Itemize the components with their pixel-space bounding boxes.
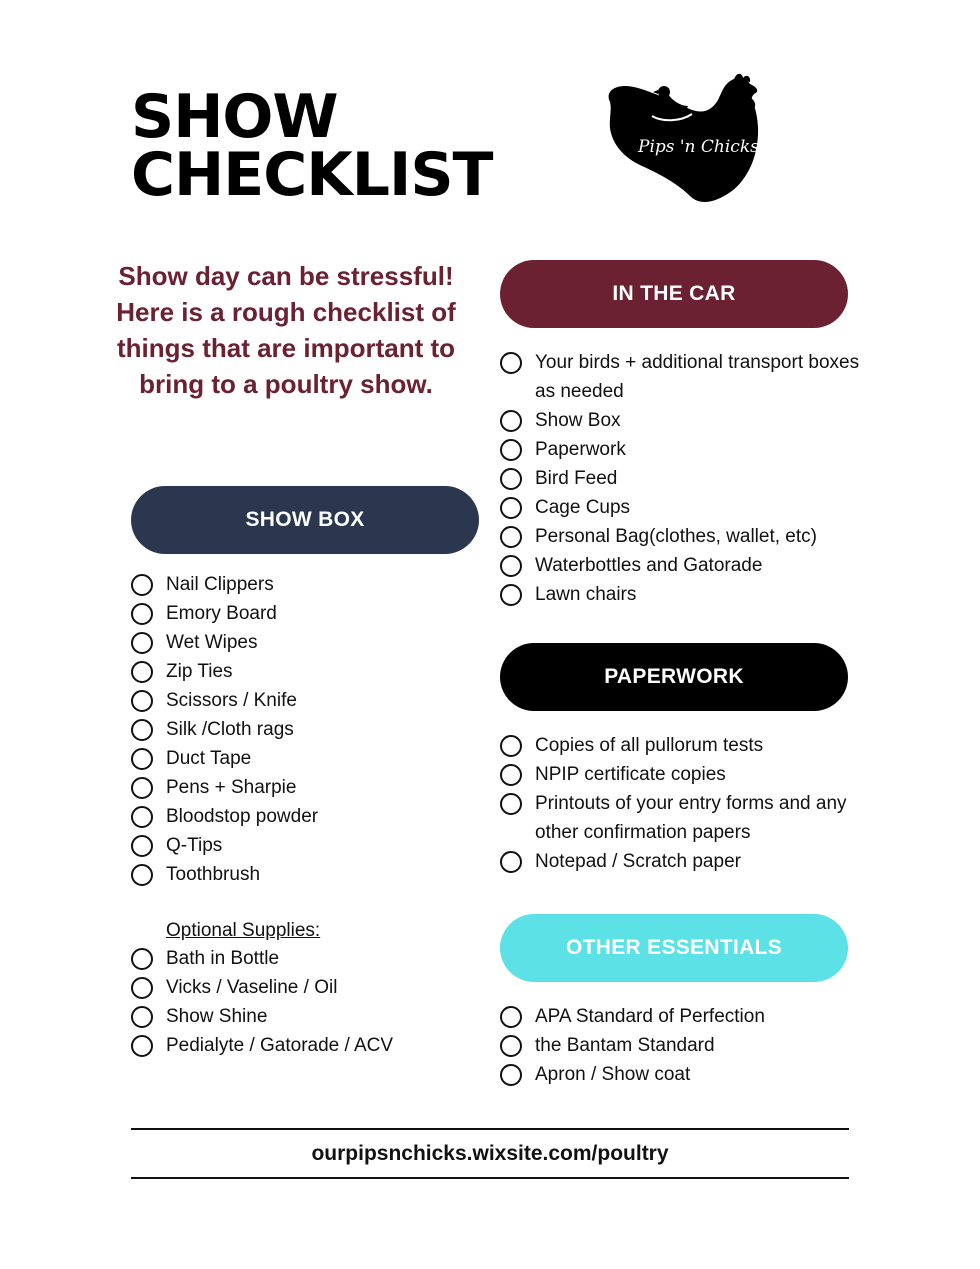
checkbox-circle-icon[interactable] bbox=[131, 719, 153, 741]
checklist-item[interactable] bbox=[500, 406, 860, 435]
checklist-item-label: Apron / Show coat bbox=[535, 1064, 691, 1085]
checklist-item[interactable] bbox=[500, 1060, 860, 1089]
checkbox-circle-icon[interactable] bbox=[131, 574, 153, 596]
checkbox-circle-icon[interactable] bbox=[131, 977, 153, 999]
checkbox-circle-icon[interactable] bbox=[500, 851, 522, 873]
checklist-item-label: Printouts of your entry forms and any other confirmation papers bbox=[535, 793, 847, 843]
checklist-item[interactable] bbox=[131, 570, 461, 599]
section-header-paperwork: PAPERWORK bbox=[500, 643, 848, 711]
checklist-item[interactable] bbox=[500, 1002, 860, 1031]
checkbox-circle-icon[interactable] bbox=[500, 1006, 522, 1028]
checkbox-circle-icon[interactable] bbox=[500, 526, 522, 548]
checklist-item-label: Pedialyte / Gatorade / ACV bbox=[166, 1035, 394, 1056]
checklist-item[interactable] bbox=[500, 580, 860, 609]
checklist-item-label: Toothbrush bbox=[166, 864, 261, 885]
show-box-list bbox=[131, 570, 461, 889]
intro-text: Show day can be stressful! Here is a rough checklist of things that are important to bring to a poultry show. bbox=[116, 261, 456, 399]
checklist-item-label: Show Shine bbox=[166, 1006, 268, 1027]
checklist-item-label: Scissors / Knife bbox=[166, 690, 297, 711]
checkbox-circle-icon[interactable] bbox=[131, 864, 153, 886]
checklist-item[interactable] bbox=[131, 1002, 461, 1031]
checklist-item-label: Vicks / Vaseline / Oil bbox=[166, 977, 338, 998]
checklist-item[interactable] bbox=[500, 348, 860, 406]
checklist-item-label: Notepad / Scratch paper bbox=[535, 851, 741, 872]
checklist-item-label: Personal Bag(clothes, wallet, etc) bbox=[535, 526, 817, 547]
checklist-item[interactable] bbox=[131, 1031, 461, 1060]
checklist-item[interactable] bbox=[131, 831, 461, 860]
checkbox-circle-icon[interactable] bbox=[131, 948, 153, 970]
checklist-item[interactable] bbox=[500, 731, 860, 760]
checklist-item[interactable] bbox=[131, 657, 461, 686]
checkbox-circle-icon[interactable] bbox=[131, 690, 153, 712]
checkbox-circle-icon[interactable] bbox=[131, 777, 153, 799]
checklist-item-label: Waterbottles and Gatorade bbox=[535, 555, 763, 576]
other-essentials-list bbox=[500, 1002, 860, 1089]
checklist-item[interactable] bbox=[500, 789, 860, 847]
title-line-1: SHOW bbox=[131, 82, 338, 152]
checkbox-circle-icon[interactable] bbox=[500, 584, 522, 606]
checklist-item[interactable] bbox=[131, 973, 461, 1002]
checkbox-circle-icon[interactable] bbox=[500, 735, 522, 757]
page-title bbox=[131, 82, 493, 210]
logo-text: Pips 'n Chicks bbox=[638, 137, 759, 157]
checkbox-circle-icon[interactable] bbox=[500, 468, 522, 490]
checkbox-circle-icon[interactable] bbox=[500, 439, 522, 461]
checkbox-circle-icon[interactable] bbox=[131, 632, 153, 654]
checklist-item-label: Lawn chairs bbox=[535, 584, 637, 605]
checkbox-circle-icon[interactable] bbox=[500, 497, 522, 519]
section-header-in-the-car: IN THE CAR bbox=[500, 260, 848, 328]
checklist-item-label: Duct Tape bbox=[166, 748, 252, 769]
checklist-item[interactable] bbox=[500, 760, 860, 789]
checklist-item[interactable] bbox=[500, 1031, 860, 1060]
checklist-item[interactable] bbox=[131, 802, 461, 831]
checklist-item[interactable] bbox=[500, 464, 860, 493]
checklist-item[interactable] bbox=[131, 860, 461, 889]
checklist-item-label: Paperwork bbox=[535, 439, 626, 460]
checklist-item-label: Copies of all pullorum tests bbox=[535, 735, 764, 756]
checklist-item-label: Q-Tips bbox=[166, 835, 223, 856]
hen-silhouette-icon bbox=[600, 70, 770, 210]
checkbox-circle-icon[interactable] bbox=[131, 603, 153, 625]
checklist-item[interactable] bbox=[131, 744, 461, 773]
checklist-item[interactable] bbox=[131, 715, 461, 744]
optional-supplies-heading: Optional Supplies: bbox=[166, 920, 321, 941]
checklist-item[interactable] bbox=[500, 493, 860, 522]
logo bbox=[600, 70, 770, 210]
footer-divider-top bbox=[131, 1128, 849, 1130]
checklist-item[interactable] bbox=[500, 847, 860, 876]
checklist-item[interactable] bbox=[131, 944, 461, 973]
checkbox-circle-icon[interactable] bbox=[131, 806, 153, 828]
title-line-2: CHECKLIST bbox=[131, 140, 493, 210]
checklist-item-label: APA Standard of Perfection bbox=[535, 1006, 765, 1027]
checkbox-circle-icon[interactable] bbox=[500, 793, 522, 815]
checklist-item[interactable] bbox=[131, 628, 461, 657]
checklist-item-label: Zip Ties bbox=[166, 661, 233, 682]
in-the-car-list bbox=[500, 348, 860, 609]
optional-supplies-list bbox=[131, 944, 461, 1060]
checklist-item[interactable] bbox=[131, 599, 461, 628]
checklist-item-label: Bath in Bottle bbox=[166, 948, 280, 969]
footer-divider-bottom bbox=[131, 1177, 849, 1179]
checkbox-circle-icon[interactable] bbox=[131, 661, 153, 683]
checklist-item-label: Pens + Sharpie bbox=[166, 777, 297, 798]
checklist-item[interactable] bbox=[500, 551, 860, 580]
checklist-item-label: Nail Clippers bbox=[166, 574, 274, 595]
checkbox-circle-icon[interactable] bbox=[500, 352, 522, 374]
checkbox-circle-icon[interactable] bbox=[131, 748, 153, 770]
checklist-item-label: Your birds + additional transport boxes as needed bbox=[535, 352, 860, 402]
checklist-item[interactable] bbox=[500, 522, 860, 551]
section-header-other-essentials: OTHER ESSENTIALS bbox=[500, 914, 848, 982]
checkbox-circle-icon[interactable] bbox=[500, 410, 522, 432]
checklist-item-label: Emory Board bbox=[166, 603, 277, 624]
checklist-item[interactable] bbox=[131, 773, 461, 802]
checklist-item[interactable] bbox=[500, 435, 860, 464]
checklist-item-label: the Bantam Standard bbox=[535, 1035, 715, 1056]
checkbox-circle-icon[interactable] bbox=[500, 1035, 522, 1057]
checkbox-circle-icon[interactable] bbox=[131, 1035, 153, 1057]
checklist-item-label: Show Box bbox=[535, 410, 621, 431]
checkbox-circle-icon[interactable] bbox=[500, 1064, 522, 1086]
checkbox-circle-icon[interactable] bbox=[131, 1006, 153, 1028]
checklist-item-label: Wet Wipes bbox=[166, 632, 258, 653]
checkbox-circle-icon[interactable] bbox=[500, 555, 522, 577]
section-header-show-box: SHOW BOX bbox=[131, 486, 479, 554]
checkbox-circle-icon[interactable] bbox=[500, 764, 522, 786]
footer-url[interactable]: ourpipsnchicks.wixsite.com/poultry bbox=[311, 1142, 669, 1165]
checklist-item-label: Bird Feed bbox=[535, 468, 618, 489]
checklist-item-label: NPIP certificate copies bbox=[535, 764, 726, 785]
checklist-item-label: Silk /Cloth rags bbox=[166, 719, 294, 740]
checklist-item-label: Cage Cups bbox=[535, 497, 631, 518]
paperwork-list bbox=[500, 731, 860, 876]
checklist-item[interactable] bbox=[131, 686, 461, 715]
checklist-item-label: Bloodstop powder bbox=[166, 806, 319, 827]
checkbox-circle-icon[interactable] bbox=[131, 835, 153, 857]
